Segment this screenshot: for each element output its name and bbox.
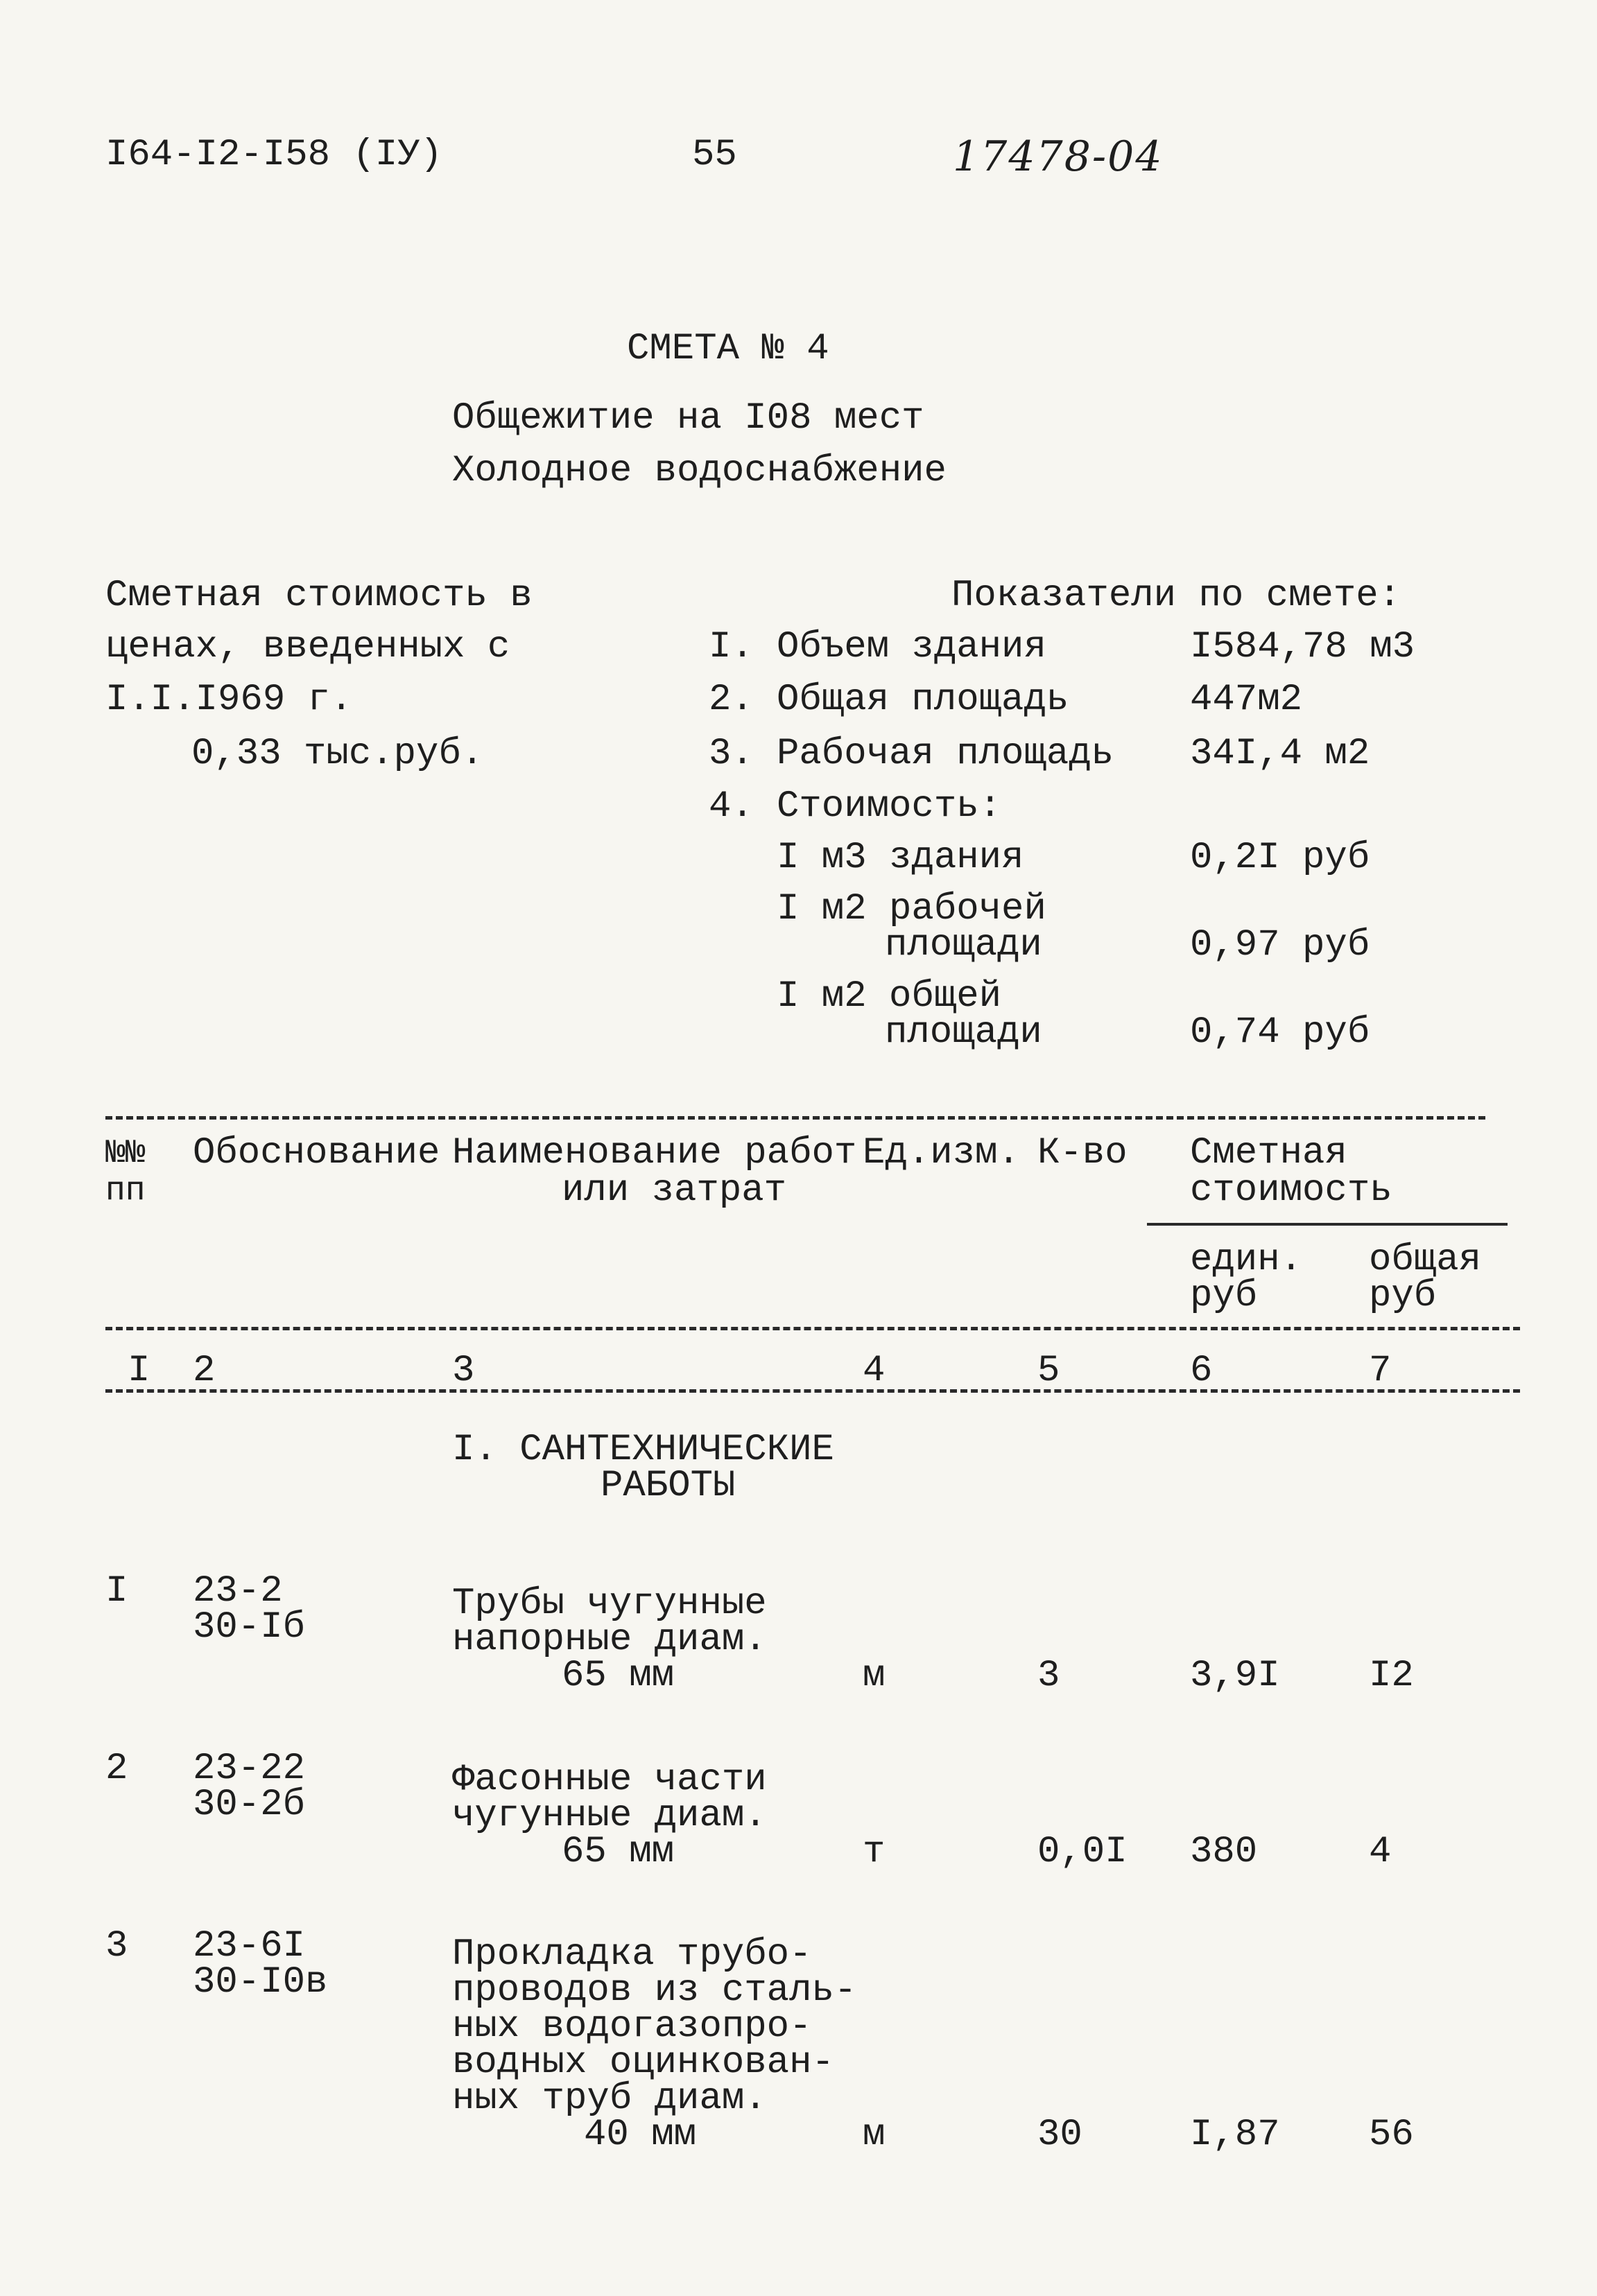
subindicator-value: 0,97 руб [1190, 924, 1370, 966]
column-header-unit: Ед.изм. [863, 1132, 1020, 1174]
table-header-rule [105, 1327, 1520, 1330]
row-qty: 3 [1037, 1655, 1060, 1697]
row-name: чугунные диам. [452, 1795, 767, 1837]
column-header-total-sub: руб [1369, 1275, 1437, 1317]
subindicator-label-cont: площади [885, 1011, 1042, 1054]
row-basis: 23-6I [193, 1925, 306, 1967]
column-header-name-sub: или затрат [562, 1169, 787, 1212]
page-number: 55 [692, 134, 737, 176]
column-header-unit-cost-sub: руб [1190, 1275, 1258, 1317]
column-header-unit-cost: един. [1190, 1239, 1303, 1281]
subindicator-label: I м3 здания [777, 837, 1024, 879]
column-header-number: №№ [105, 1135, 146, 1172]
cost-line-3: I.I.I969 г. [105, 679, 353, 721]
row-unit-cost: 380 [1190, 1831, 1258, 1873]
row-name: Трубы чугунные [452, 1583, 767, 1625]
column-header-number-sub: пп [105, 1172, 146, 1210]
subindicator-label: I м2 рабочей [777, 888, 1046, 930]
document-code: I64-I2-I58 (IУ) [105, 134, 443, 176]
column-number: 5 [1037, 1350, 1060, 1392]
row-unit: м [863, 2114, 886, 2156]
row-name: Прокладка трубо- [452, 1933, 812, 1976]
indicator-number: 3. [709, 733, 754, 775]
row-qty: 30 [1037, 2114, 1082, 2156]
row-number: 3 [105, 1925, 128, 1967]
row-name: 65 мм [562, 1655, 675, 1697]
smeta-title: СМЕТА № 4 [627, 328, 829, 370]
column-header-name: Наименование работ [452, 1132, 857, 1174]
section-heading-cont: РАБОТЫ [601, 1465, 736, 1507]
indicator-label: Объем здания [777, 626, 1046, 668]
section-title: Холодное водоснабжение [452, 450, 947, 492]
cost-header-rule [1147, 1223, 1508, 1226]
row-basis: 23-2 [193, 1570, 283, 1612]
row-basis: 30-Iб [193, 1606, 306, 1649]
column-header-qty: К-во [1037, 1132, 1128, 1174]
cost-value: 0,33 тыс.руб. [191, 733, 484, 775]
row-unit-cost: 3,9I [1190, 1655, 1280, 1697]
row-total: I2 [1369, 1655, 1414, 1697]
object-title: Общежитие на I08 мест [452, 397, 924, 440]
row-basis: 23-22 [193, 1748, 306, 1790]
row-name: проводов из сталь- [452, 1969, 857, 2012]
row-total: 4 [1369, 1831, 1392, 1873]
row-name: 40 мм [584, 2114, 697, 2156]
indicator-label: Рабочая площадь [777, 733, 1114, 775]
indicator-value: I584,78 м3 [1190, 626, 1415, 668]
column-number: 2 [193, 1350, 216, 1392]
row-unit: м [863, 1655, 886, 1697]
column-header-cost: Сметная [1190, 1132, 1347, 1174]
table-top-rule [105, 1116, 1485, 1120]
row-name: Фасонные части [452, 1759, 767, 1801]
row-name: 65 мм [562, 1831, 675, 1873]
indicator-number: I. [709, 626, 754, 668]
indicator-label: Стоимость: [777, 785, 1002, 828]
indicator-label: Общая площадь [777, 679, 1069, 721]
column-number: 6 [1190, 1350, 1213, 1392]
section-heading: I. САНТЕХНИЧЕСКИЕ [452, 1429, 834, 1471]
column-header-total: общая [1369, 1239, 1482, 1281]
row-name: напорные диам. [452, 1619, 767, 1661]
row-basis: 30-2б [193, 1784, 306, 1826]
row-number: I [105, 1570, 128, 1612]
row-name: водных оцинкован- [452, 2042, 834, 2084]
indicators-heading: Показатели по смете: [951, 575, 1401, 617]
row-name: ных труб диам. [452, 2078, 767, 2120]
column-header-basis: Обоснование [193, 1132, 440, 1174]
handwritten-number: 17478-04 [953, 132, 1164, 181]
subindicator-value: 0,2I руб [1190, 837, 1370, 879]
indicator-number: 4. [709, 785, 754, 828]
indicator-value: 447м2 [1190, 679, 1303, 721]
row-qty: 0,0I [1037, 1831, 1128, 1873]
row-unit: т [863, 1831, 886, 1873]
column-number: I [128, 1350, 150, 1392]
row-total: 56 [1369, 2114, 1414, 2156]
row-number: 2 [105, 1748, 128, 1790]
cost-line-2: ценах, введенных с [105, 626, 510, 668]
column-number-rule [105, 1389, 1520, 1393]
column-header-cost-sub: стоимость [1190, 1169, 1392, 1212]
row-basis: 30-I0в [193, 1961, 328, 2003]
column-number: 7 [1369, 1350, 1392, 1392]
column-number: 3 [452, 1350, 475, 1392]
subindicator-label: I м2 общей [777, 975, 1002, 1018]
cost-line-1: Сметная стоимость в [105, 575, 533, 617]
row-name: ных водогазопро- [452, 2006, 812, 2048]
column-number: 4 [863, 1350, 886, 1392]
row-unit-cost: I,87 [1190, 2114, 1280, 2156]
subindicator-value: 0,74 руб [1190, 1011, 1370, 1054]
indicator-value: 34I,4 м2 [1190, 733, 1370, 775]
subindicator-label-cont: площади [885, 924, 1042, 966]
indicator-number: 2. [709, 679, 754, 721]
